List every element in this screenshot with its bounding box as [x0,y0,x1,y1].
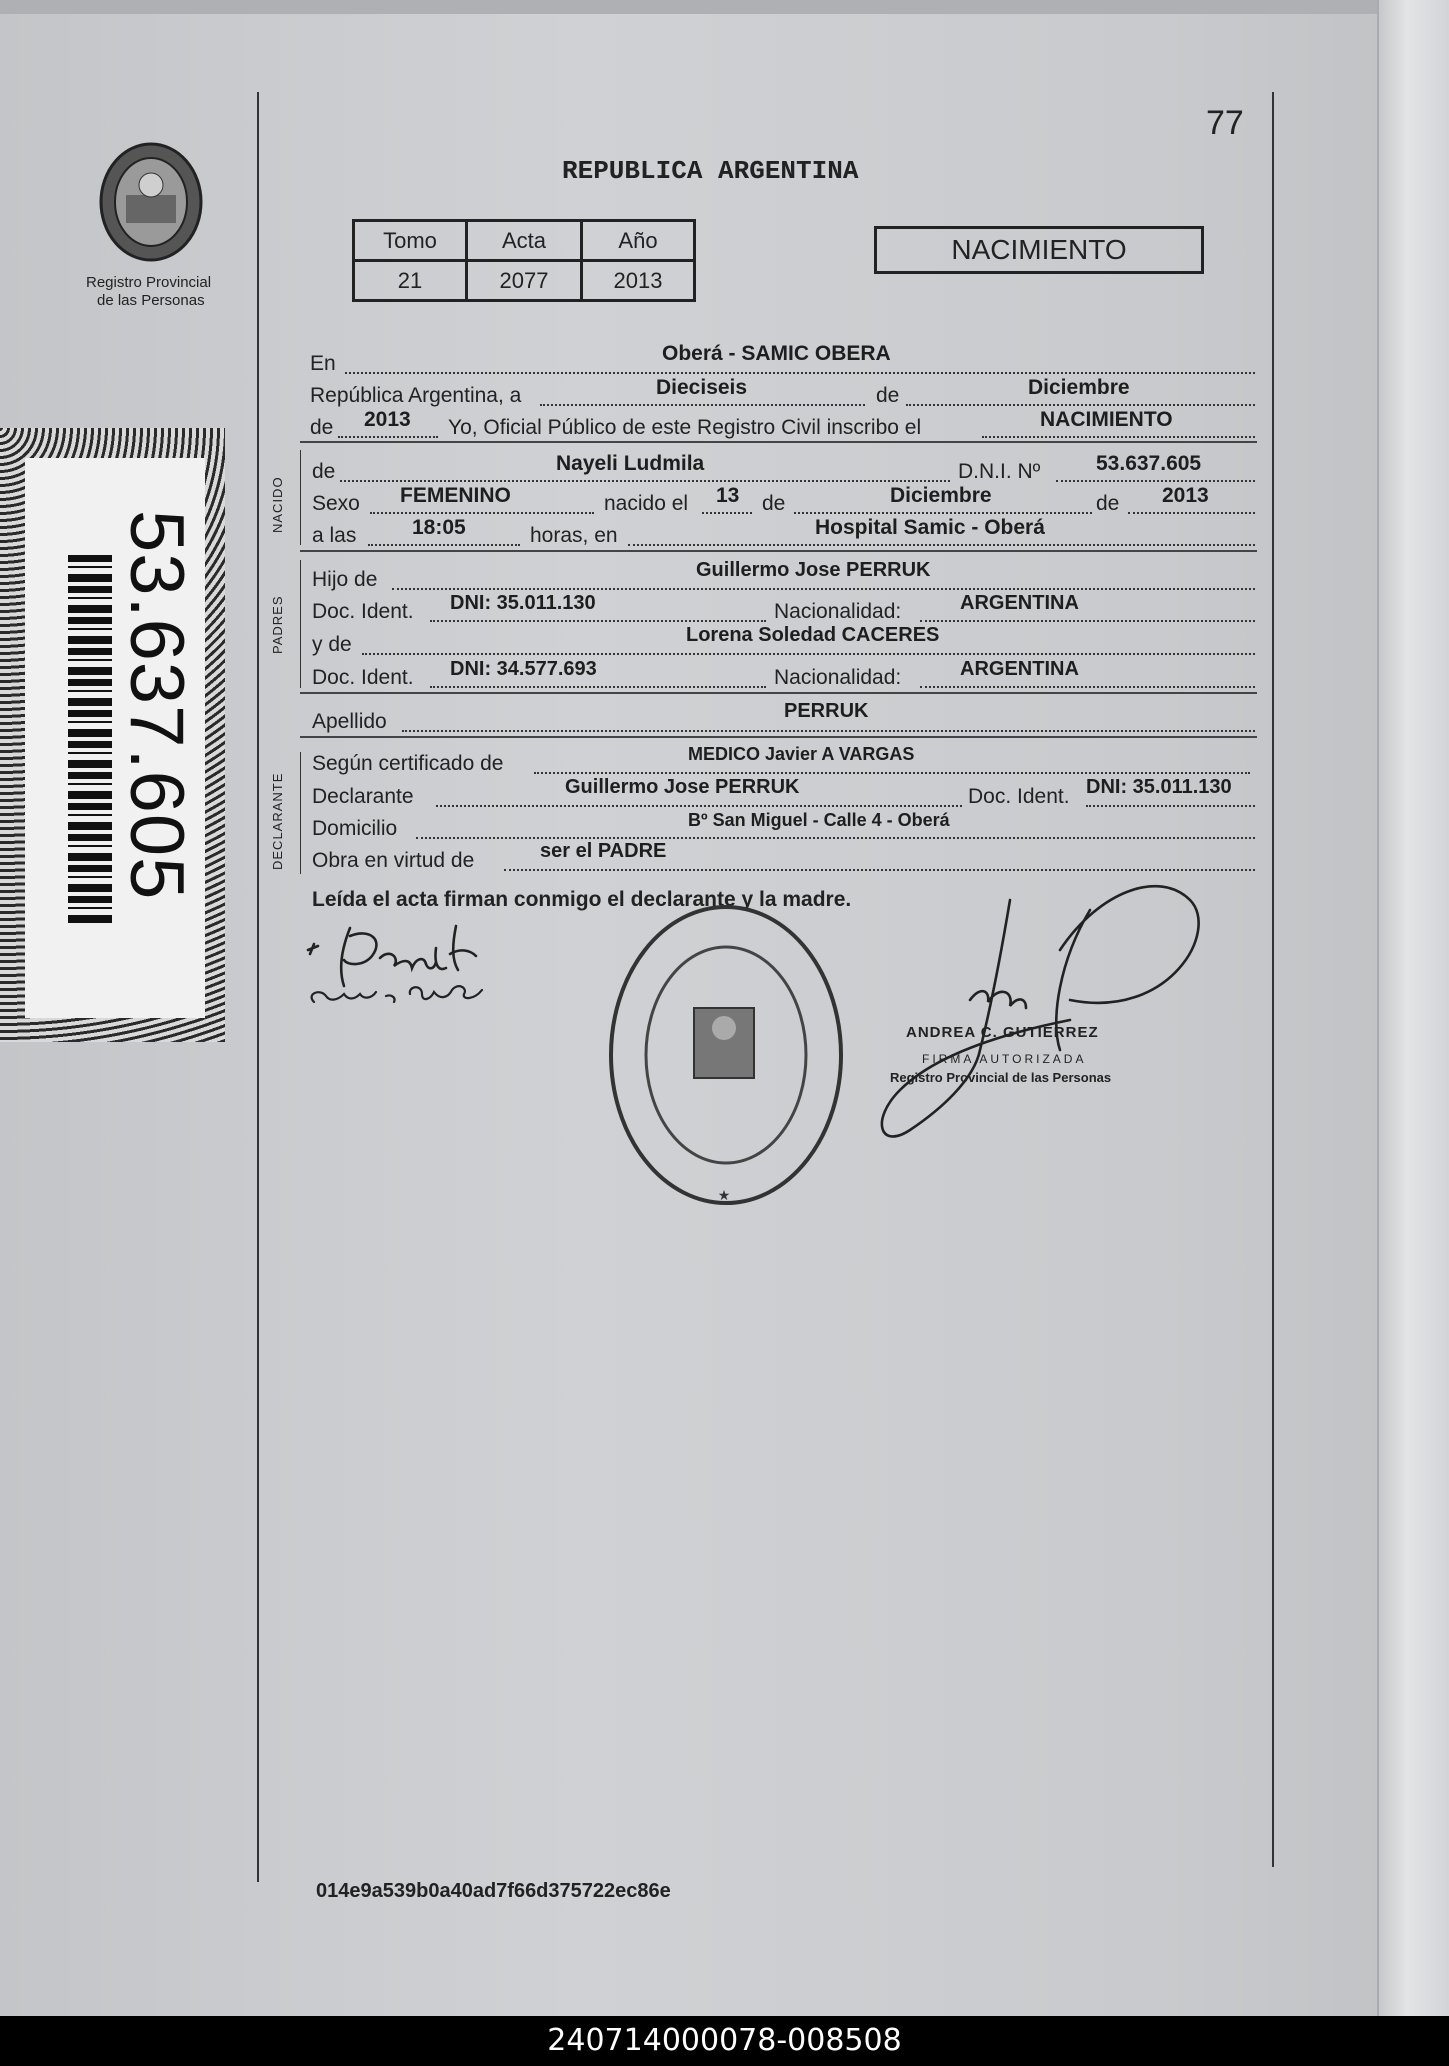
mother-doc: DNI: 34.577.693 [450,658,597,680]
nac1-label: Nacionalidad: [774,600,902,623]
father-doc: DNI: 35.011.130 [450,592,596,614]
dotted-line [1056,480,1255,482]
section-bracket [300,560,301,688]
registry-stamp [606,900,846,1210]
section-bracket [300,450,301,545]
inscribo-text: Yo, Oficial Público de este Registro Civil inscribo el [448,416,922,439]
dotted-line [338,436,438,438]
nacido-side-label: NACIDO [270,476,285,533]
dotted-line [794,512,1092,514]
province-logo [96,140,206,265]
page-number: 77 [1206,104,1244,142]
de-label: de [312,460,336,483]
left-margin-line [257,92,259,1882]
logo-caption-1: Registro Provincial [86,274,212,291]
section-bracket [300,752,301,874]
nac2-label: Nacionalidad: [774,666,902,689]
birth-month: Diciembre [890,484,992,507]
child-dni: 53.637.605 [1096,452,1202,475]
inscribo-value: NACIMIENTO [1040,408,1173,431]
decl-doc: DNI: 35.011.130 [1086,776,1232,798]
year-value: 2013 [364,408,411,431]
sexo-value: FEMENINO [400,484,511,507]
padres-side-label: PADRES [270,595,285,654]
birth-day: 13 [716,484,740,507]
nacido-el-label: nacido el [604,492,689,515]
tomo-value: 21 [354,261,467,301]
dotted-line [920,620,1255,622]
dotted-line [1086,805,1255,807]
apellido-value: PERRUK [784,700,869,722]
section-divider [300,692,1257,694]
day-value: Dieciseis [656,376,748,399]
document-hash: 014e9a539b0a40ad7f66d375722ec86e [316,1880,671,1902]
dotted-line [982,436,1255,438]
cert-value: MEDICO Javier A VARGAS [688,744,915,764]
de-label: de [762,492,786,515]
acta-value: 2077 [467,261,582,301]
anio-header: Año [582,221,695,261]
decl-doc-label: Doc. Ident. [968,785,1070,808]
obra-label: Obra en virtud de [312,849,475,872]
tomo-acta-anio-table [352,219,696,302]
dotted-line [340,480,950,482]
anio-value: 2013 [582,261,695,301]
dotted-line [906,404,1255,406]
official-role: FIRMA AUTORIZADA [922,1052,1087,1066]
svg-text:★: ★ [717,1187,731,1203]
decl-label: Declarante [312,785,414,808]
dotted-line [436,805,962,807]
tomo-header: Tomo [354,221,467,261]
rep-label: República Argentina, a [310,384,522,407]
province-seal-icon [96,140,206,265]
mother-nationality: ARGENTINA [960,658,1079,680]
signature-father-mother [300,918,560,1028]
father-nationality: ARGENTINA [960,592,1079,614]
right-margin-line [1272,92,1274,1867]
dotted-line [345,372,1255,374]
closing-text: Leída el acta firman conmigo el declarante y la madre. [312,888,852,911]
dotted-line [540,404,865,406]
stamp-icon [606,900,846,1210]
scan-top-edge [0,0,1449,14]
en-value: Oberá - SAMIC OBERA [662,342,891,365]
official-org: Registro Provincial de las Personas [890,1070,1112,1085]
yde-label: y de [312,633,352,656]
father-name: Guillermo Jose PERRUK [696,559,931,581]
child-name: Nayeli Ludmila [556,452,705,475]
dotted-line [504,869,1255,871]
paper-fold-edge [1377,0,1449,2016]
de-label: de [1096,492,1120,515]
barcode [68,555,112,925]
dni-label: D.N.I. Nº [958,460,1041,483]
dotted-line [402,730,1255,732]
dotted-line [534,772,1250,774]
footer-id: 240714000078-008508 [0,2016,1449,2066]
sexo-label: Sexo [312,492,360,515]
cert-label: Según certificado de [312,752,504,775]
birth-place: Hospital Samic - Oberá [815,516,1045,539]
acta-header: Acta [467,221,582,261]
declarante-side-label: DECLARANTE [270,772,285,870]
section-divider [300,550,1257,552]
section-divider [300,736,1257,738]
apellido-label: Apellido [312,710,387,733]
dotted-line [430,620,766,622]
dotted-line [1128,512,1255,514]
barcode-number: 53.637.605 [114,510,199,901]
en-label: En [310,352,336,375]
dom-label: Domicilio [312,817,398,840]
dotted-line [920,686,1255,688]
dotted-line [628,544,1255,546]
dotted-line [430,686,766,688]
doc1-label: Doc. Ident. [312,600,414,623]
alas-label: a las [312,524,357,547]
dotted-line [362,653,1255,655]
dotted-line [702,512,752,514]
page-title: REPUBLICA ARGENTINA [562,156,859,186]
birth-time: 18:05 [412,516,466,539]
horas-label: horas, en [530,524,618,547]
official-signature [870,880,1230,1140]
act-type-box: NACIMIENTO [874,226,1204,274]
de-label: de [876,384,900,407]
month-value: Diciembre [1028,376,1130,399]
dotted-line [416,837,1255,839]
dotted-line [392,588,1255,590]
mother-name: Lorena Soledad CACERES [686,624,940,646]
dotted-line [368,544,520,546]
obra-value: ser el PADRE [540,840,667,862]
section-divider [300,441,1257,443]
doc2-label: Doc. Ident. [312,666,414,689]
dotted-line [370,512,594,514]
de-label: de [310,416,334,439]
hijo-label: Hijo de [312,568,378,591]
birth-year: 2013 [1162,484,1209,507]
decl-value: Guillermo Jose PERRUK [565,776,800,798]
logo-caption-2: de las Personas [97,292,205,309]
dom-value: Bº San Miguel - Calle 4 - Oberá [688,810,950,830]
official-name: ANDREA C. GUTIERREZ [906,1024,1099,1041]
